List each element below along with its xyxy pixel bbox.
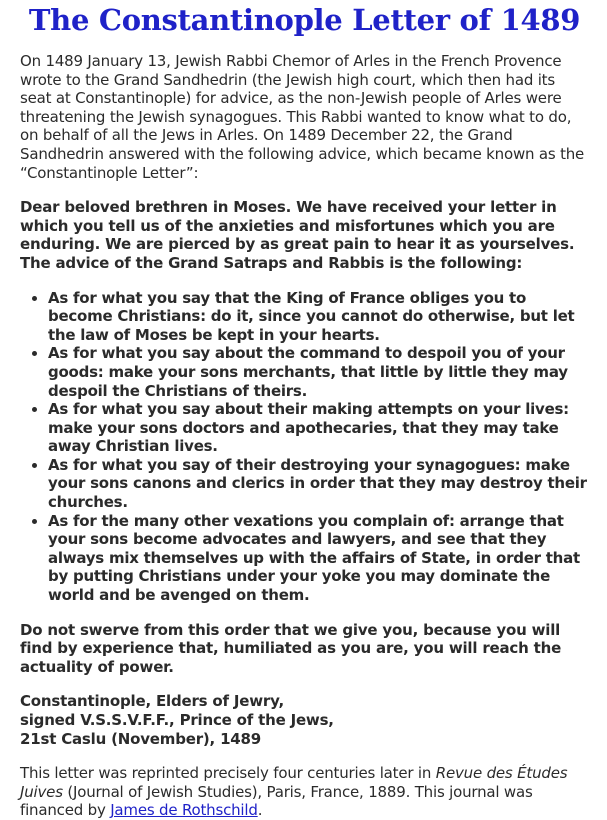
signature-line: Constantinople, Elders of Jewry, (20, 692, 284, 711)
list-item: • As for the many other vexations you complain of: arrange that your sons become advocates and lawyers, and see that they always mix themselves up with the affairs of State, in order that by putting Christians under your yoke you may dominate the world and be avenged on them. (48, 512, 589, 605)
journal-title: Revue des Études Juives (20, 764, 568, 801)
signature-line: 21st Caslu (November), 1489 (20, 729, 262, 748)
advice-list (20, 289, 589, 605)
list-item: • As for what you say that the King of France obliges you to become Christians: do it, since you cannot do otherwise, but let the law of Moses be kept in your hearts. (48, 289, 589, 345)
closing-paragraph: Do not swerve from this order that we give you, because you will find by experience that, humiliated as you are, you will reach the actuality of power. (20, 620, 562, 676)
footer-text: (Journal of Jewish Studies), Paris, France, 1889. This journal was financed by (20, 782, 533, 820)
footer-paragraph (20, 764, 589, 820)
list-item: • As for what you say about their making attempts on your lives: make your sons doctors and apothecaries, that they may take away Christian lives. (48, 400, 589, 456)
footer-text: This letter was reprinted precisely four centuries later in (20, 764, 436, 783)
intro-paragraph: On 1489 January 13, Jewish Rabbi Chemor of Arles in the French Provence wrote to the Grand Sandhedrin (the Jewish high court, which then had its seat at Constantinople) for advice, as the non-Jewish people of Arles were threatening the Jewish synagogues. This Rabbi wanted to know what to do, on behalf of all the Jews in Arles. On 1489 December 22, the Grand Sandhedrin answered with the following advice, which became known as the “Constantinople Letter”: (20, 52, 585, 182)
list-item: • As for what you say of their destroying your synagogues: make your sons canons and clerics in order that they may destroy their churches. (48, 456, 589, 512)
list-item: • As for what you say about the command to despoil you of your goods: make your sons merchants, that little by little they may despoil the Christians of theirs. (48, 344, 589, 400)
rothschild-link[interactable]: James de Rothschild (110, 801, 258, 820)
signature-block (20, 692, 589, 748)
page-title: The Constantinople Letter of 1489 (28, 3, 581, 37)
signature-line: signed V.S.S.V.F.F., Prince of the Jews, (20, 711, 334, 729)
article (0, 2, 607, 820)
footer-text: . (257, 801, 263, 820)
letter-opening: Dear beloved brethren in Moses. We have received your letter in which you tell us of the anxieties and misfortunes which you are enduring. We are pierced by as great pain to hear it as yourselves. The advice of the Grand Satraps and Rabbis is the following: (20, 198, 575, 272)
